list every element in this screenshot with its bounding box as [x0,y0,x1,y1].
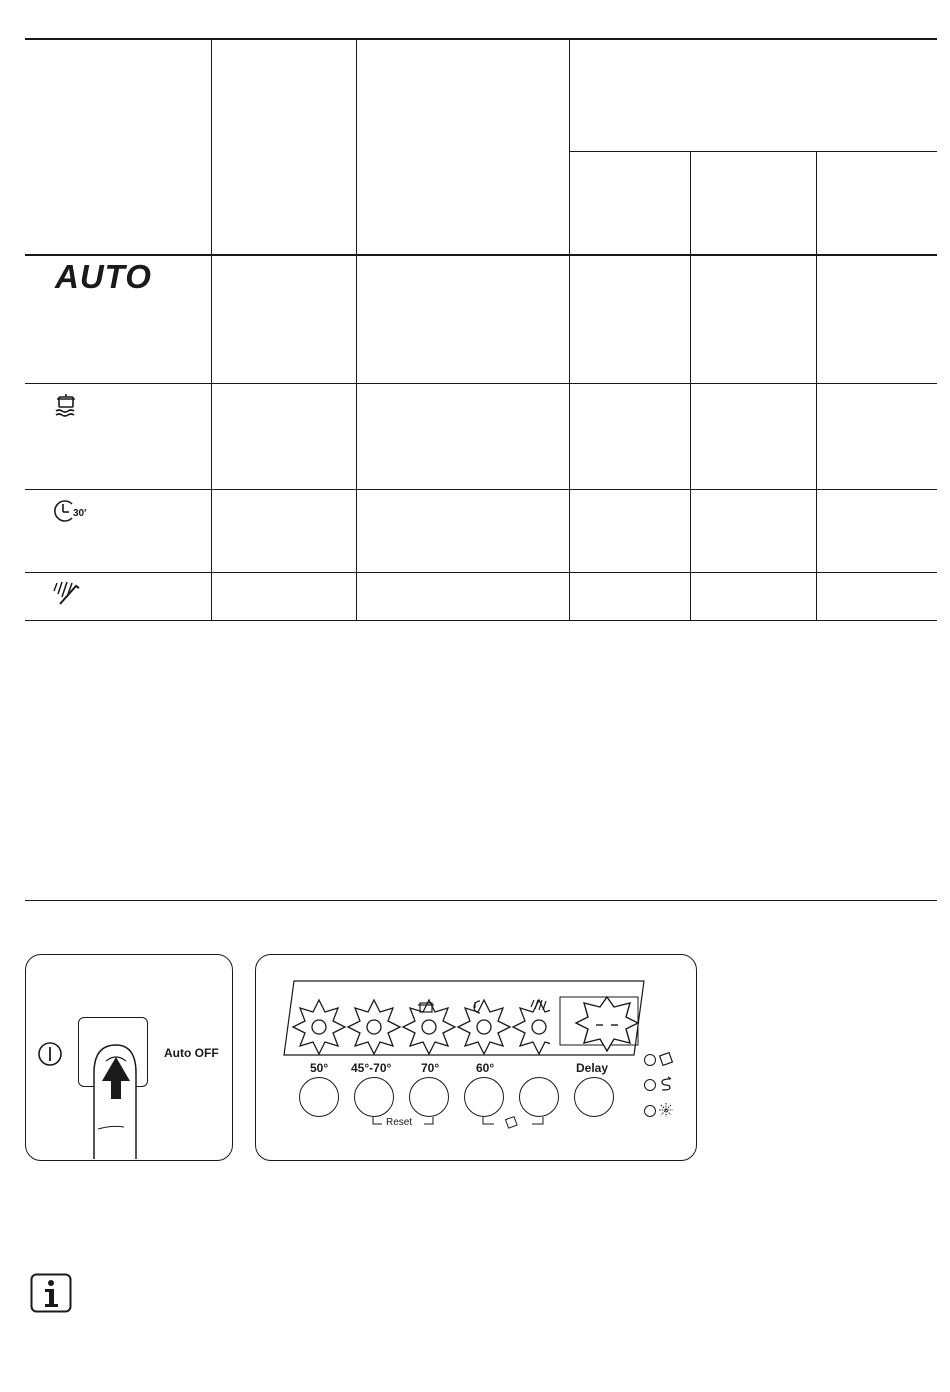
button-label-50: 50° [310,1061,329,1075]
table-bottom-rule [25,620,937,621]
power-icon [37,1041,63,1067]
end-of-program-icon [658,1102,674,1118]
table-row-rule [25,572,937,573]
table-row-rule [25,489,937,490]
auto-off-label: Auto OFF [164,1046,219,1060]
end-indicator-led [644,1105,656,1117]
combo-bracket [482,1115,544,1133]
program-mini-icons [416,997,556,1017]
control-panel [255,954,697,1161]
button-label-45-70: 45°-70° [351,1061,392,1075]
button-label-delay: Delay [576,1061,609,1075]
table-col-rule [356,40,357,620]
salt-icon [658,1051,674,1067]
table-col-rule [569,40,570,620]
reset-label: Reset [386,1117,413,1128]
auto-program-label: AUTO [55,258,152,295]
button-label-70: 70° [421,1061,440,1075]
program-rinse-button[interactable] [519,1077,559,1117]
rinse-aid-icon [658,1076,674,1092]
delay-display-icon [574,993,640,1053]
table-header-rule [25,254,937,256]
rinse-aid-indicator-led [644,1079,656,1091]
button-label-60: 60° [476,1061,495,1075]
program-45-70-button[interactable] [354,1077,394,1117]
finger-press-illustration [66,1033,146,1160]
table-col-rule [690,152,691,620]
section-divider [25,900,937,901]
table-col-rule [211,40,212,620]
table-col-rule [816,152,817,620]
delay-button[interactable] [574,1077,614,1117]
program-70-button[interactable] [409,1077,449,1117]
rinse-spray-icon [52,580,82,608]
pot-icon [54,392,80,418]
program-50-button[interactable] [299,1077,339,1117]
table-subheader-rule [570,151,937,152]
info-icon [30,1273,72,1313]
program-60-button[interactable] [464,1077,504,1117]
svg-text:30′: 30′ [73,508,87,519]
salt-indicator-led [644,1054,656,1066]
timer-30-icon [52,498,90,524]
power-panel [25,954,233,1161]
table-top-rule [25,38,937,40]
table-row-rule [25,383,937,384]
